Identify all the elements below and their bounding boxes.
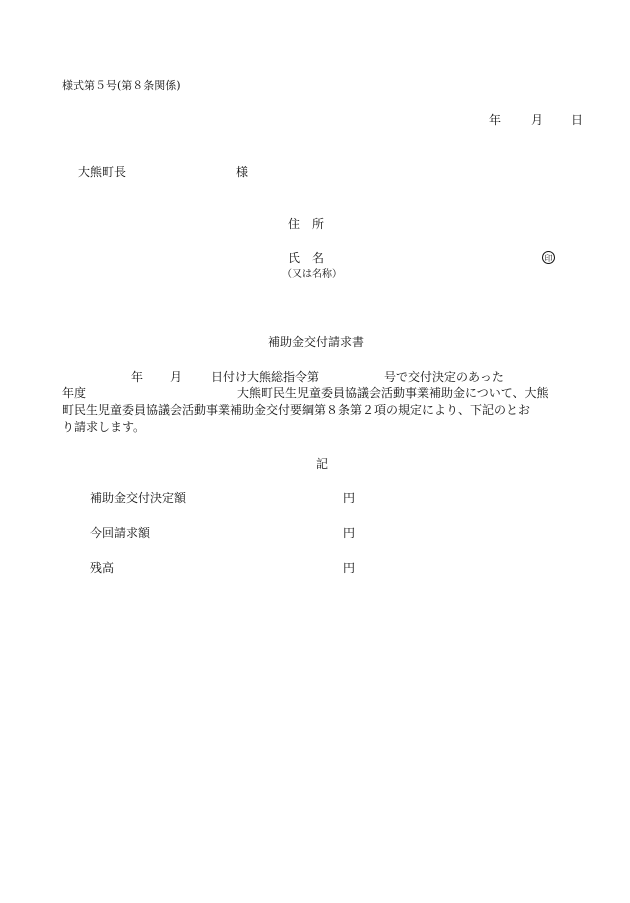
item-unit-decision-amount: 円: [343, 491, 356, 505]
form-number: 様式第５号(第８条関係): [62, 79, 181, 92]
body-year-label: 年: [131, 370, 144, 384]
addressee-honorific: 様: [236, 165, 249, 179]
item-label-balance: 残高: [90, 561, 115, 575]
corporate-name-label: （又は名称）: [282, 269, 342, 280]
body-month-label: 月: [170, 370, 183, 384]
body-decision-text: 号で交付決定のあった: [384, 370, 504, 384]
item-label-decision-amount: 補助金交付決定額: [90, 491, 187, 505]
name-label: 氏 名: [288, 251, 325, 265]
body-fiscal-year-label: 年度: [62, 386, 87, 400]
date-day-label: 日: [571, 113, 584, 127]
seal-mark: 印: [542, 251, 555, 264]
body-line-4: り請求します。: [62, 420, 146, 434]
item-unit-balance: 円: [343, 561, 356, 575]
ki-heading: 記: [316, 457, 329, 471]
address-label: 住 所: [288, 217, 325, 231]
document-title: 補助金交付請求書: [268, 335, 365, 349]
item-label-request-amount: 今回請求額: [90, 526, 151, 540]
body-date-text: 日付け大熊総指令第: [211, 370, 320, 384]
date-year-label: 年: [489, 113, 502, 127]
date-month-label: 月: [531, 113, 544, 127]
addressee-name: 大熊町長: [78, 165, 127, 179]
body-line-2: 大熊町民生児童委員協議会活動事業補助金について、大熊: [237, 386, 549, 400]
body-line-3: 町民生児童委員協議会活動事業補助金交付要綱第８条第２項の規定により、下記のとお: [62, 403, 531, 417]
item-unit-request-amount: 円: [343, 526, 356, 540]
